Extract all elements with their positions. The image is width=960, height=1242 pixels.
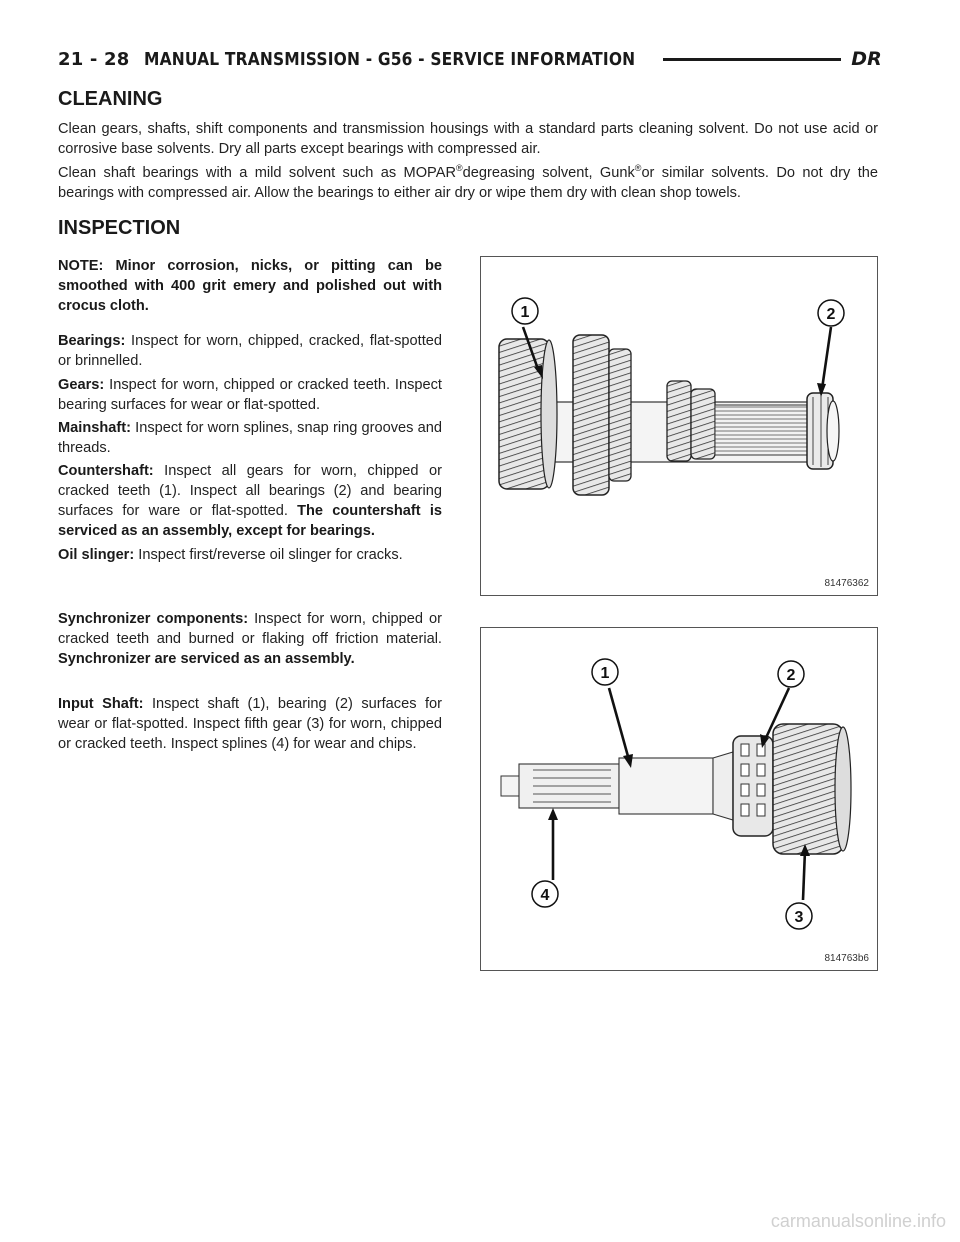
callout-1: 1 (600, 665, 610, 682)
watermark: carmanualsonline.info (770, 1211, 946, 1231)
callout-4: 4 (540, 887, 550, 904)
cleaning-heading: CLEANING (58, 88, 163, 110)
section-code: DR (851, 48, 882, 70)
cleaning-paragraph-1: Clean gears, shafts, shift components and transmission housings with a standard parts cleaning solvent. Do not use acid or corrosive base solvents. Dry all parts except bearings with compressed air. (58, 121, 878, 157)
callout-2: 2 (786, 667, 796, 684)
item-bearings: Bearings: Inspect for worn, chipped, cracked, flat-spotted or brinnelled. (58, 333, 442, 369)
item-synchronizer: Synchronizer components: Inspect for worn, chipped or cracked teeth and burned or flaking off friction material. Synchronizer are serviced as an assembly. (58, 611, 442, 667)
figure-countershaft (480, 256, 878, 596)
callout-2: 2 (826, 306, 836, 323)
page-header (58, 44, 882, 74)
input-shaft-illustration (481, 628, 877, 970)
inspection-heading: INSPECTION (58, 217, 181, 239)
header-rule (663, 58, 841, 61)
registered-mark: ® (455, 163, 463, 174)
cleaning-paragraph-2: Clean shaft bearings with a mild solvent such as MOPAR®degreasing solvent, Gunk®or similar solvents. Do not dry the bearings with compressed air. Allow the bearings to either air dry or wipe them dry with clean shop towels. (58, 163, 878, 201)
registered-mark: ® (634, 163, 642, 174)
item-oil-slinger: Oil slinger: Inspect first/reverse oil slinger for cracks. (58, 547, 403, 563)
item-gears: Gears: Inspect for worn, chipped or cracked teeth. Inspect bearing surfaces for wear or flat-spotted. (58, 377, 442, 413)
page-number: 21 - 28 (58, 48, 130, 70)
item-countershaft: Countershaft: Inspect all gears for worn, chipped or cracked teeth (1). Inspect all bearings (2) and bearing surfaces for ware or flat-spotted. The countershaft is serviced as an assembly, except for bearings. (58, 463, 443, 539)
countershaft-illustration (481, 257, 877, 595)
figure-id: 814763b6 (824, 953, 869, 964)
page-title: MANUAL TRANSMISSION - G56 - SERVICE INFORMATION (143, 48, 635, 70)
item-mainshaft: Mainshaft: Inspect for worn splines, snap ring grooves and threads. (58, 420, 442, 456)
callout-3: 3 (794, 909, 804, 926)
item-input-shaft: Input Shaft: Inspect shaft (1), bearing (2) surfaces for wear or flat-spotted. Inspect fifth gear (3) for worn, chipped or cracked teeth. Inspect splines (4) for wear and chips. (58, 696, 442, 752)
figure-id: 81476362 (824, 578, 869, 589)
callout-1: 1 (520, 304, 530, 321)
figure-input-shaft (480, 627, 878, 971)
inspection-note: NOTE: Minor corrosion, nicks, or pitting can be smoothed with 400 grit emery and polished out with crocus cloth. (58, 258, 442, 314)
